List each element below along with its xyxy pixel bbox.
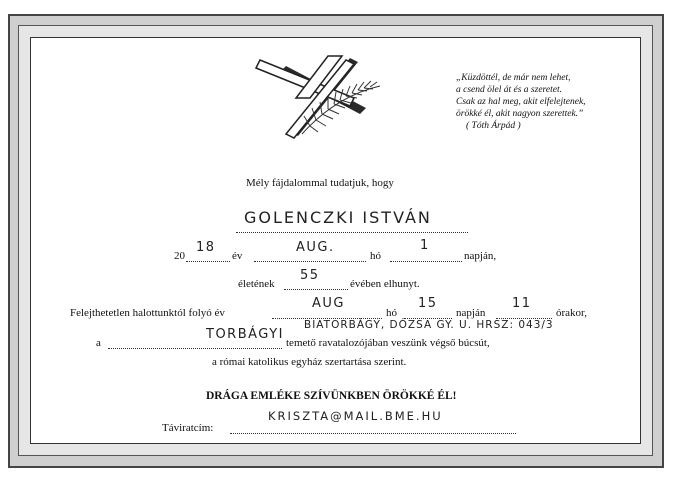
quote-line: örökké él, akit nagyon szerettek.” (456, 109, 584, 119)
email-dotted-line (230, 423, 516, 434)
funeral-intro: Felejthetetlen halottunktól folyó év (70, 307, 225, 319)
funeral-day: 15 (418, 296, 438, 311)
orakor-label: órakor, (556, 307, 588, 319)
funeral-ho-label: hó (386, 307, 397, 319)
taviratcim-label: Táviratcím: (162, 422, 214, 434)
cross-with-palm-icon (250, 52, 385, 142)
quote-line: Csak az hal meg, akit elfelejtenek, (456, 97, 586, 107)
eletenek-label: életének (238, 278, 275, 290)
napjan-label: napján, (464, 250, 497, 262)
quote-line: a csend ölel át és a szeretet. (456, 85, 562, 95)
a-label: a (96, 337, 101, 349)
intro-text: Mély fájdalommal tudatjuk, hogy (246, 177, 394, 189)
year-prefix: 20 (174, 250, 185, 262)
quote-line: „Küzdöttél, de már nem lehet, (456, 73, 571, 83)
deceased-name: GOLENCZKI ISTVÁN (244, 208, 432, 227)
quote-author: ( Tóth Árpád ) (466, 121, 521, 131)
death-month: AUG. (296, 240, 335, 255)
funeral-month: AUG (312, 296, 345, 311)
death-day: 1 (420, 238, 430, 253)
cemetery-name: TORBÁGYI (206, 327, 284, 342)
ev-label: év (232, 250, 243, 262)
funeral-hour: 11 (512, 296, 532, 311)
funeral-napjan-label: napján (456, 307, 486, 319)
temeto-text: temető ravatalozójában veszünk végső búcsút, (286, 337, 490, 349)
rite-text: a római katolikus egyház szertartása szerint. (212, 356, 407, 368)
eveben-label: évében elhunyt. (350, 278, 420, 290)
motto-text: DRÁGA EMLÉKE SZÍVÜNKBEN ÖRÖKKÉ ÉL! (206, 390, 457, 402)
ho-label: hó (370, 250, 381, 262)
cemetery-address: BIATORBÁGY, DÓZSA GY. U. HRSZ: 043/3 (304, 319, 554, 331)
age-value: 55 (300, 268, 320, 283)
telegram-email: KRISZTA@MAIL.BME.HU (268, 409, 443, 423)
memorial-quote (456, 72, 586, 132)
death-year: 18 (196, 240, 216, 255)
